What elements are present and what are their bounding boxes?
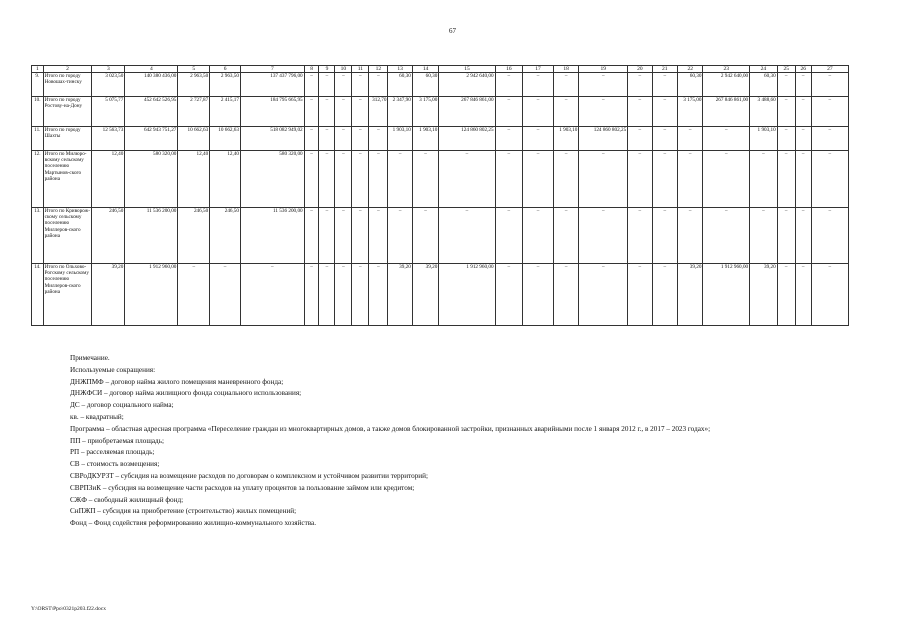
table-cell: 3 175,00 [678, 97, 703, 127]
note-line: ДНЖФСИ – договор найма жилищного фонда социального использования; [70, 389, 302, 398]
column-header: 20 [628, 66, 652, 73]
table-cell: – [652, 97, 677, 127]
table-cell: – [335, 264, 352, 326]
table-cell: – [628, 264, 652, 326]
table-cell: – [369, 73, 388, 97]
table-cell: – [579, 264, 628, 326]
column-header: 19 [579, 66, 628, 73]
table-cell: – [352, 264, 369, 326]
table-cell: – [335, 127, 352, 151]
table-cell: – [579, 73, 628, 97]
table-cell: – [628, 97, 652, 127]
table-cell: – [553, 264, 578, 326]
table-cell: – [412, 151, 439, 208]
table-cell: – [811, 151, 848, 208]
table-cell: – [795, 73, 811, 97]
table-cell: 10 662,63 [178, 127, 210, 151]
table-cell: – [352, 97, 369, 127]
column-header: 16 [495, 66, 523, 73]
table-cell: – [523, 151, 554, 208]
table-cell: – [678, 127, 703, 151]
table-cell: – [628, 73, 652, 97]
table-cell: – [811, 97, 848, 127]
table-cell: – [369, 208, 388, 264]
table-cell: – [777, 97, 795, 127]
column-header: 27 [811, 66, 848, 73]
table-cell: – [678, 208, 703, 264]
table-cell: – [795, 264, 811, 326]
table-cell: – [319, 208, 335, 264]
notes-section [70, 353, 860, 530]
table-cell: 267 846 861,00 [703, 97, 750, 127]
table-cell: 60,30 [678, 73, 703, 97]
table-cell: – [777, 151, 795, 208]
table-cell: – [652, 127, 677, 151]
note-line: РП – расселяемая площадь; [70, 448, 155, 457]
note-line: Фонд – Фонд содействия реформированию жилищно-коммунального хозяйства. [70, 519, 316, 528]
table-row [32, 97, 849, 127]
column-header: 5 [178, 66, 210, 73]
note-line: Примечание. [70, 354, 110, 362]
note-line: кв. – квадратный; [70, 412, 124, 421]
table-row [32, 127, 849, 151]
column-header: 11 [352, 66, 369, 73]
table-cell: – [579, 97, 628, 127]
row-number: 13. [32, 208, 44, 264]
table-cell: 1 903,10 [750, 127, 778, 151]
table-cell: – [439, 151, 495, 208]
table-cell: 3 175,00 [412, 97, 439, 127]
table-cell: 1 912 960,00 [703, 264, 750, 326]
table-cell: 3 488,60 [750, 97, 778, 127]
table-cell: – [210, 264, 241, 326]
table-cell: 246,50 [178, 208, 210, 264]
table-cell: – [652, 151, 677, 208]
table-cell: 642 943 751,27 [125, 127, 178, 151]
table-cell: – [319, 151, 335, 208]
table-cell: 10 662,63 [210, 127, 241, 151]
table-cell: – [495, 127, 523, 151]
table-cell: – [304, 208, 319, 264]
table-cell: 137 437 796,00 [240, 73, 304, 97]
table-cell: – [750, 208, 778, 264]
table-cell: – [652, 73, 677, 97]
table-cell: – [304, 264, 319, 326]
table-cell: – [750, 151, 778, 208]
table-cell: 452 642 526,95 [125, 97, 178, 127]
table-cell: – [352, 73, 369, 97]
note-line: СВРоДКУРЗТ – субсидия на возмещение расходов по договорам о комплексном и устойчивом развитии территорий; [70, 471, 428, 480]
table-cell: 60,30 [750, 73, 778, 97]
table-cell: – [811, 264, 848, 326]
note-line: ПП – приобретаемая площадь; [70, 436, 164, 445]
table-cell: – [523, 264, 554, 326]
table-cell: – [304, 151, 319, 208]
table-cell: – [304, 73, 319, 97]
table-cell: – [335, 151, 352, 208]
page-number: 67 [449, 27, 456, 35]
column-header: 6 [210, 66, 241, 73]
table-cell: – [678, 151, 703, 208]
table-cell: 39,20 [750, 264, 778, 326]
table-cell: 5 075,77 [92, 97, 125, 127]
column-header: 9 [319, 66, 335, 73]
table-cell: – [553, 73, 578, 97]
table-cell: 124 860 802,25 [439, 127, 495, 151]
row-number: 11. [32, 127, 44, 151]
row-name: Итого по городу Ростову-на-Дону [43, 97, 92, 127]
table-cell: 39,20 [388, 264, 412, 326]
table-cell: – [523, 73, 554, 97]
table-cell: – [628, 208, 652, 264]
table-cell: – [795, 208, 811, 264]
table-cell: 580 320,00 [240, 151, 304, 208]
row-number: 10. [32, 97, 44, 127]
table-cell: 2 963,50 [178, 73, 210, 97]
table-cell: 60,30 [388, 73, 412, 97]
column-header: 8 [304, 66, 319, 73]
table-cell: – [178, 264, 210, 326]
table-cell: – [352, 208, 369, 264]
table-row [32, 151, 849, 208]
table-cell: – [553, 97, 578, 127]
table-cell: – [335, 97, 352, 127]
table-cell: – [495, 73, 523, 97]
table-cell: – [319, 264, 335, 326]
note-line: Программа – областная адресная программа «Переселение граждан из многоквартирных домов, а также домов блокированной застройки, признанных аварийными после 1 января 2012 г., в 2017 – 2023 годах»; [70, 424, 711, 433]
table-cell: – [553, 151, 578, 208]
row-name: Итого по городу Шахты [43, 127, 92, 151]
table-row [32, 73, 849, 97]
table-cell: 140 380 436,00 [125, 73, 178, 97]
table-cell: – [795, 127, 811, 151]
table-cell: 12,40 [178, 151, 210, 208]
table-row [32, 208, 849, 264]
column-header: 15 [439, 66, 495, 73]
table-cell: 11 536 200,00 [240, 208, 304, 264]
table-cell: – [777, 264, 795, 326]
table-cell: – [439, 208, 495, 264]
table-cell: – [811, 208, 848, 264]
table-cell: 267 846 861,00 [439, 97, 495, 127]
table-cell: – [579, 208, 628, 264]
table-cell: – [495, 264, 523, 326]
note-line: ДС – договор социального найма; [70, 401, 174, 410]
table-cell: – [553, 208, 578, 264]
column-header: 18 [553, 66, 578, 73]
table-cell: – [495, 97, 523, 127]
note-line: ДНЖПМФ – договор найма жилого помещения маневренного фонда; [70, 377, 284, 386]
column-header: 14 [412, 66, 439, 73]
table-cell: 39,20 [678, 264, 703, 326]
table-cell: 312,70 [369, 97, 388, 127]
table-cell: 39,20 [92, 264, 125, 326]
table-cell: – [319, 73, 335, 97]
data-table [31, 65, 849, 326]
table-cell: 2 963,50 [210, 73, 241, 97]
table-cell: 580 320,00 [125, 151, 178, 208]
table-cell: 39,20 [412, 264, 439, 326]
table-cell: 184 795 665,95 [240, 97, 304, 127]
table-cell: – [319, 97, 335, 127]
table-cell: – [703, 127, 750, 151]
table-cell: 2 942 640,00 [703, 73, 750, 97]
table-cell: – [369, 264, 388, 326]
column-header: 10 [335, 66, 352, 73]
table-header-row [32, 66, 849, 73]
table-cell: – [495, 208, 523, 264]
row-name: Итого по Ольхово-Рогскому сельскому поселению Миллеров-ского района [43, 264, 92, 326]
table-cell: 1 912 960,00 [439, 264, 495, 326]
table-cell: 12,40 [210, 151, 241, 208]
table-cell: – [652, 264, 677, 326]
row-number: 14. [32, 264, 44, 326]
note-line: СВ – стоимость возмещения; [70, 460, 160, 469]
table-cell: 1 903,10 [412, 127, 439, 151]
table-cell: 12,40 [92, 151, 125, 208]
table-cell: – [352, 127, 369, 151]
table-cell: – [523, 127, 554, 151]
column-header: 2 [43, 66, 92, 73]
table-cell: – [523, 208, 554, 264]
table-cell: – [795, 97, 811, 127]
column-header: 1 [32, 66, 44, 73]
column-header: 12 [369, 66, 388, 73]
column-header: 13 [388, 66, 412, 73]
table-cell: 1 903,10 [388, 127, 412, 151]
table-cell: – [388, 208, 412, 264]
note-line: СВРПЗиК – субсидия на возмещение части расходов на уплату процентов за пользование займом или кредитом; [70, 483, 415, 492]
table-cell: – [628, 151, 652, 208]
table-cell: – [335, 208, 352, 264]
column-header: 3 [92, 66, 125, 73]
note-line: СнПЖП – субсидия на приобретение (строительство) жилых помещений; [70, 507, 297, 516]
table-cell: – [412, 208, 439, 264]
table-cell: – [495, 151, 523, 208]
file-path-footer: Y:\ORST\Ppo\0321p203.f22.docx [31, 606, 106, 612]
table-cell: – [523, 97, 554, 127]
table-cell: 2 727,87 [178, 97, 210, 127]
table-cell: 11 536 200,00 [125, 208, 178, 264]
row-name: Итого по Милюро-вскому сельскому поселению Мартынов-ского района [43, 151, 92, 208]
table-cell: – [811, 127, 848, 151]
table-cell: 60,30 [412, 73, 439, 97]
table-cell: – [703, 208, 750, 264]
table-cell: – [777, 73, 795, 97]
table-cell: – [703, 151, 750, 208]
column-header: 22 [678, 66, 703, 73]
table-cell: 12 563,73 [92, 127, 125, 151]
row-number: 9. [32, 73, 44, 97]
column-header: 17 [523, 66, 554, 73]
table-cell: – [811, 73, 848, 97]
column-header: 7 [240, 66, 304, 73]
note-line: СЖФ – свободный жилищный фонд; [70, 495, 184, 504]
table-cell: – [240, 264, 304, 326]
table-cell: 246,50 [92, 208, 125, 264]
column-header: 24 [750, 66, 778, 73]
row-name: Итого по городу Новошах-тинску [43, 73, 92, 97]
column-header: 26 [795, 66, 811, 73]
table-cell: – [388, 151, 412, 208]
table-cell: – [304, 127, 319, 151]
table-cell: – [628, 127, 652, 151]
table-cell: 124 860 802,25 [579, 127, 628, 151]
column-header: 4 [125, 66, 178, 73]
table-cell: – [352, 151, 369, 208]
table-cell: – [777, 127, 795, 151]
table-cell: – [579, 151, 628, 208]
table-cell: – [304, 97, 319, 127]
table-cell: 1 903,10 [553, 127, 578, 151]
table-cell: – [369, 127, 388, 151]
column-header: 25 [777, 66, 795, 73]
table-row [32, 264, 849, 326]
table-cell: 246,50 [210, 208, 241, 264]
row-name: Итого по Криворож-скому сельскому поселению Миллеров-ского района [43, 208, 92, 264]
table-cell: – [777, 208, 795, 264]
column-header: 23 [703, 66, 750, 73]
table-cell: 518 082 949,02 [240, 127, 304, 151]
table-cell: – [795, 151, 811, 208]
table-cell: – [369, 151, 388, 208]
column-header: 21 [652, 66, 677, 73]
table-cell: 2 942 640,00 [439, 73, 495, 97]
table-cell: 2 347,90 [388, 97, 412, 127]
table-cell: – [319, 127, 335, 151]
row-number: 12. [32, 151, 44, 208]
table-cell: 3 023,50 [92, 73, 125, 97]
table-cell: 2 415,17 [210, 97, 241, 127]
table-cell: – [652, 208, 677, 264]
note-line: Используемые сокращения: [70, 365, 156, 374]
table-cell: – [335, 73, 352, 97]
table-cell: 1 912 960,00 [125, 264, 178, 326]
